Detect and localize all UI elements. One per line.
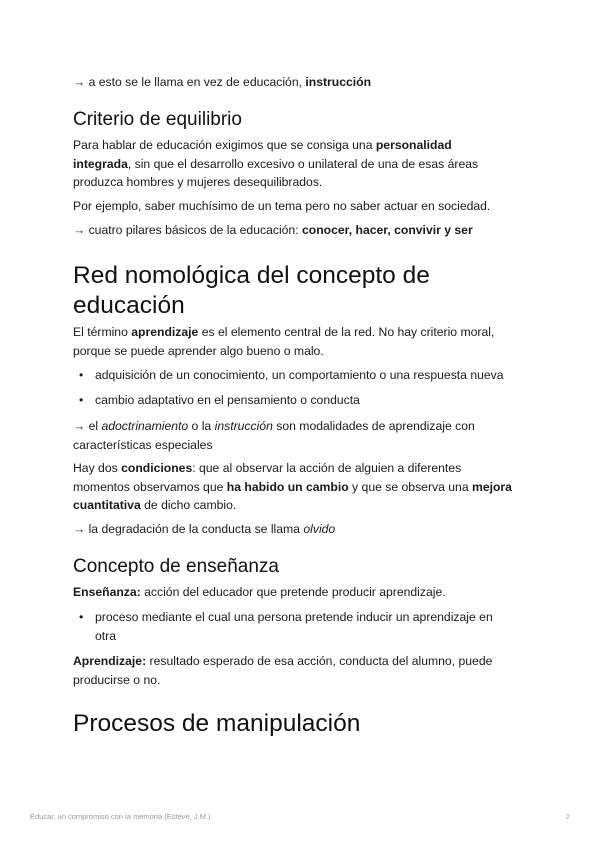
heading-procesos-manipulacion: Procesos de manipulación — [73, 710, 361, 737]
bullet-icon: • — [79, 610, 84, 624]
page-footer — [30, 812, 570, 821]
heading-red-nomologica: Red nomológica del concepto de educación — [73, 262, 430, 319]
bullet-icon: • — [79, 392, 84, 407]
criterio-paragraph-2: Por ejemplo, saber muchísimo de un tema pero no saber actuar en sociedad. — [73, 199, 491, 213]
arrow-icon: → — [73, 419, 86, 433]
arrow-icon: → — [73, 522, 86, 536]
list-item: • proceso mediante el cual una persona pretende inducir un aprendizaje en otra — [79, 610, 493, 643]
heading-concepto-ensenanza: Concepto de enseñanza — [73, 556, 279, 577]
red-paragraph-1: El término aprendizaje es el elemento central de la red. No hay criterio moral, porque se puede aprender algo bueno o malo. — [73, 325, 495, 358]
heading-criterio-equilibrio: Criterio de equilibrio — [73, 109, 242, 130]
red-paragraph-4: → la degradación de la conducta se llama olvido — [73, 522, 336, 536]
list-item: • adquisición de un conocimiento, un comportamiento o una respuesta nueva — [73, 366, 533, 385]
arrow-icon: → — [73, 223, 86, 237]
footer-citation: Educar, un compromiso con la memoria (Esteve, J.M.) — [30, 812, 211, 821]
ensenanza-paragraph-1: Enseñanza: acción del educador que pretende producir aprendizaje. — [73, 585, 446, 599]
ensenanza-paragraph-2: Aprendizaje: resultado esperado de esa acción, conducta del alumno, puede producirse o no. — [73, 654, 493, 687]
red-paragraph-2: → el adoctrinamiento o la instrucción son modalidades de aprendizaje con características especiales — [73, 419, 475, 452]
intro-line: → a esto se le llama en vez de educación, instrucción — [73, 75, 372, 89]
red-bullet-list — [73, 366, 533, 409]
arrow-icon: → — [73, 75, 86, 89]
criterio-paragraph-1: Para hablar de educación exigimos que se consiga una personalidad integrada, sin que el desarrollo excesivo o unilateral de una de esas áreas produzca hombres y mujeres desequilibrados. — [73, 138, 479, 190]
bullet-icon: • — [79, 368, 84, 382]
criterio-paragraph-3: → cuatro pilares básicos de la educación: conocer, hacer, convivir y ser — [73, 223, 473, 237]
list-item: • cambio adaptativo en el pensamiento o conducta — [73, 391, 533, 410]
page-number: 2 — [565, 812, 570, 821]
red-paragraph-3: Hay dos condiciones: que al observar la acción de alguien a diferentes momentos observamos que ha habido un cambio y que se observa una mejora cuantitativa de dicho cambio. — [73, 461, 512, 513]
ensenanza-bullet-list — [73, 608, 533, 645]
